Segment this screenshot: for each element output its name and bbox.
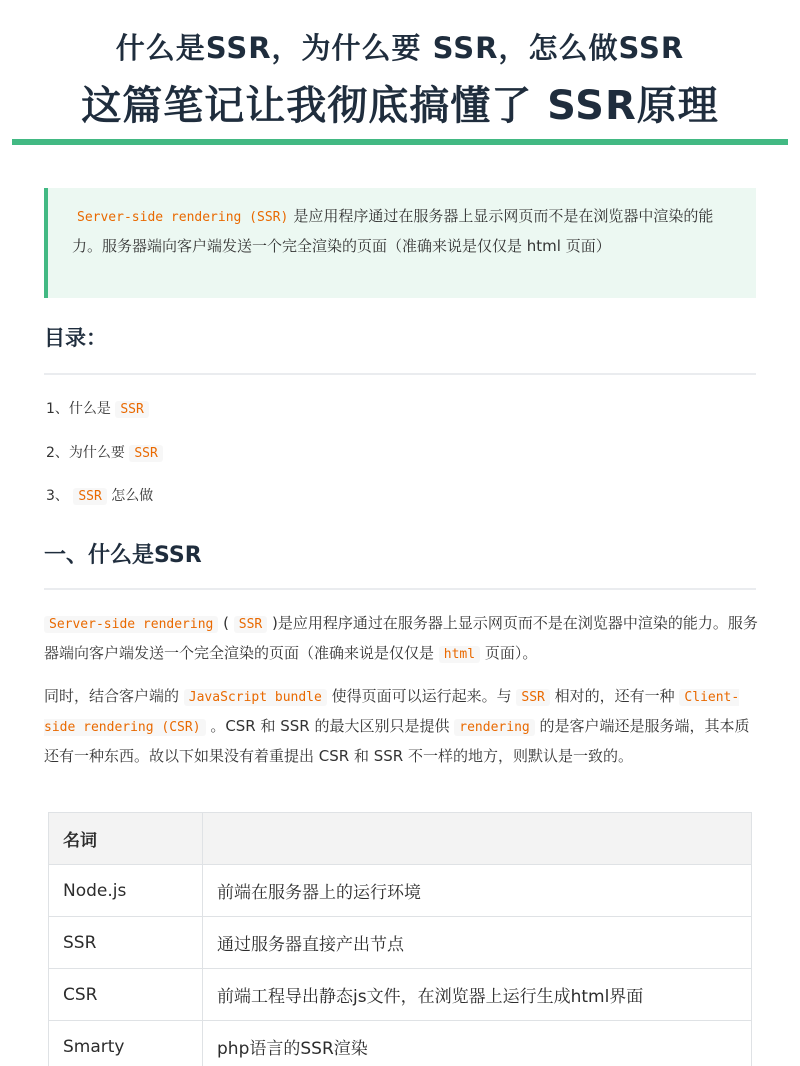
paragraph-2 — [44, 682, 760, 770]
inline-code: rendering — [454, 719, 534, 736]
toc-item-3[interactable] — [46, 485, 153, 505]
inline-code: SSR — [73, 488, 106, 505]
title-line-1: 什么是SSR，为什么要 SSR，怎么做SSR — [115, 31, 685, 65]
toc-divider — [44, 373, 756, 375]
text: 。CSR 和 SSR 的最大区别只是提供 — [205, 717, 455, 735]
text: 使得页面可以运行起来。与 — [326, 687, 517, 705]
table-cell-definition: 前端工程导出静态js文件，在浏览器上运行生成html界面 — [203, 969, 752, 1021]
toc-item-text: 1、什么是 — [46, 401, 116, 417]
table-row — [49, 969, 752, 1021]
toc-item-2[interactable] — [46, 442, 163, 462]
table-cell-term: Smarty — [49, 1021, 203, 1066]
text: )是应用程序通过在服务器上显示网页而不是在浏览器中渲染的能力。服务器端向客户端发送一个完全渲染的页面（准确来说是仅仅是 — [44, 614, 758, 662]
inline-code: SSR — [516, 689, 549, 706]
inline-code: SSR — [234, 616, 267, 633]
article-title — [0, 0, 800, 150]
table-row — [49, 917, 752, 969]
intro-blockquote — [44, 188, 756, 298]
inline-code: html — [439, 646, 480, 663]
column-header: 名词 — [49, 813, 203, 865]
inline-code: Server-side rendering — [44, 616, 218, 633]
table-cell-term: SSR — [49, 917, 203, 969]
table-cell-definition: php语言的SSR渲染 — [203, 1021, 752, 1066]
quote-text: 是应用程序通过在服务器上显示网页而不是在浏览器中渲染的能力。服务器端向客户端发送一个完全渲染的页面（准确来说是仅仅是 html 页面） — [72, 207, 714, 255]
section-divider — [44, 588, 756, 590]
inline-code: Client-side rendering (CSR) — [44, 690, 740, 735]
title-underline — [12, 139, 788, 145]
toc-heading: 目录： — [44, 326, 107, 350]
text: 页面）。 — [480, 644, 538, 662]
text: 相对的，还有一种 — [549, 687, 680, 705]
title-line-2: 这篇笔记让我彻底搞懂了 SSR原理 — [81, 83, 719, 129]
table-header-row — [49, 813, 752, 865]
toc-item-text: 3、 — [46, 488, 74, 504]
glossary-table — [48, 812, 752, 1066]
text: 同时，结合客户端的 — [44, 687, 184, 705]
table-cell-definition: 前端在服务器上的运行环境 — [203, 865, 752, 917]
toc-item-text: 2、为什么要 — [46, 445, 130, 461]
inline-code: SSR — [129, 445, 162, 462]
inline-code: SSR — [115, 401, 148, 418]
table-cell-term: Node.js — [49, 865, 203, 917]
toc-item-1[interactable] — [46, 398, 149, 418]
table-row — [49, 1021, 752, 1066]
text: ( — [218, 614, 234, 632]
inline-code: JavaScript bundle — [184, 689, 327, 706]
text: 的是客户端还是服务端，其本质还有一种东西。故以下如果没有着重提出 CSR 和 SSR 不一样的地方，则默认是一致的。 — [44, 717, 750, 765]
section-heading: 一、什么是SSR — [44, 543, 202, 568]
table-row — [49, 865, 752, 917]
inline-code: Server-side rendering (SSR) — [77, 210, 289, 225]
paragraph-1 — [44, 609, 760, 669]
table-cell-definition: 通过服务器直接产出节点 — [203, 917, 752, 969]
column-header — [203, 813, 752, 865]
table-cell-term: CSR — [49, 969, 203, 1021]
toc-item-suffix: 怎么做 — [106, 488, 154, 504]
